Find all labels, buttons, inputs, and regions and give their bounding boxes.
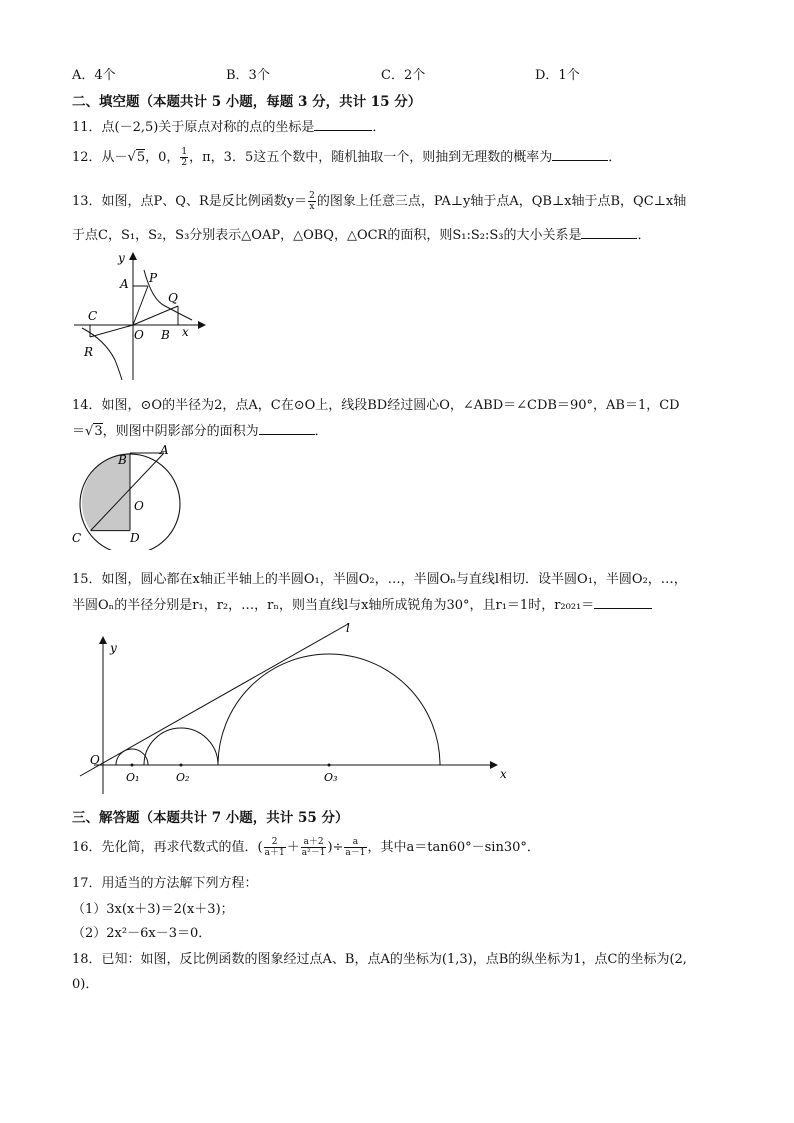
q13-answer-blank[interactable] xyxy=(581,238,637,239)
q16-fraction-3: $\frac{a}{a-1}$ xyxy=(345,837,366,858)
q13-label-q: Q xyxy=(168,291,178,305)
q13-or xyxy=(90,325,133,337)
q15-label-o2: O₂ xyxy=(176,771,190,784)
q16-fraction-2: $\frac{a+2}{\text{a²－1}}$ xyxy=(301,837,326,858)
q10-option-a: A．4个 xyxy=(72,68,116,83)
q14-label-o: O xyxy=(134,499,144,513)
q12-answer-blank[interactable] xyxy=(552,160,608,161)
q12-sep: ，0， xyxy=(145,150,180,165)
question-17-title: 17．用适当的方法解下列方程： xyxy=(72,876,258,891)
q15-label-x: x xyxy=(500,767,507,781)
q15-label-l: l xyxy=(346,621,350,635)
q15-center-2 xyxy=(180,764,183,767)
q15-label-o1: O₁ xyxy=(126,771,140,784)
q14-label-d: D xyxy=(130,531,140,545)
question-14-line-2: ＝√3，则图中阴影部分的面积为 ． xyxy=(72,424,328,439)
question-17-part-1: （1）3x(x＋3)＝2(x＋3)； xyxy=(72,902,234,917)
q14-answer-blank[interactable] xyxy=(259,434,315,435)
q11-text: 11．点(－2,5)关于原点对称的点的坐标是 xyxy=(72,120,315,135)
q10-option-d: D．1个 xyxy=(535,68,580,83)
q15-figure xyxy=(76,618,526,796)
question-12 xyxy=(72,146,621,168)
q12-text: ，π，3．5这五个数中，随机抽取一个，则抽到无理数的概率为 xyxy=(189,150,553,165)
section-2-title: 二、填空题（本题共计 5 小题，每题 3 分，共计 15 分） xyxy=(72,94,422,110)
q10-option-c: C．2个 xyxy=(381,68,426,83)
q12-num: 12．从 xyxy=(72,150,115,165)
question-13-line-1: 13．如图，点P、Q、R是反比例函数y＝ $\frac{2}{x}$ 的图象上任意三点，PA⊥y轴于点A，QB⊥x轴于点B，QC⊥x轴 xyxy=(72,191,687,212)
q13-label-r: R xyxy=(84,345,94,359)
q11-answer-blank[interactable] xyxy=(314,130,372,131)
q10-option-b: B．3个 xyxy=(226,68,270,83)
question-18-line-1: 18．已知：如图，反比例函数的图象经过点A、B，点A的坐标为(1,3)，点B的纵坐标为1，点C的坐标为(2, xyxy=(72,952,687,967)
q15-center-3 xyxy=(328,764,331,767)
q16-fraction-1: $\frac{2}{a+1}$ xyxy=(264,837,285,858)
q15-semicircle-3 xyxy=(218,654,440,765)
q13-oq xyxy=(133,306,178,325)
question-14-line-1: 14．如图，⊙O的半径为2，点A，C在⊙O上，线段BD经过圆心O，∠ABD＝∠CDB＝90°，AB＝1，CD xyxy=(72,398,680,413)
question-15-line-1: 15．如图，圆心都在x轴正半轴上的半圆O₁，半圆O₂，…，半圆Oₙ与直线l相切．设半圆O₁，半圆O₂，…， xyxy=(72,572,687,587)
q15-label-o3: O₃ xyxy=(324,771,338,784)
section-3-title: 三、解答题（本题共计 7 小题，共计 55 分） xyxy=(72,810,349,826)
q14-sqrt3: √3 xyxy=(85,424,103,439)
q13-label-x: x xyxy=(182,325,189,339)
q13-figure xyxy=(70,248,210,383)
question-18-line-2: 0)． xyxy=(72,977,99,992)
q15-center-1 xyxy=(131,764,134,767)
q14-label-b: B xyxy=(118,453,127,467)
q11-period: ． xyxy=(372,120,386,135)
q13-fraction: $\frac{2}{x}$ xyxy=(309,191,315,212)
q13-label-b: B xyxy=(161,328,170,342)
q13-label-y: y xyxy=(118,251,125,265)
q12-fraction: $\frac{1}{2}$ xyxy=(181,147,188,168)
question-11 xyxy=(72,116,385,135)
q13-label-o: O xyxy=(134,328,144,342)
q12-minus-sqrt5: －√5 xyxy=(114,150,146,165)
q15-line-l xyxy=(80,624,348,776)
q14-figure xyxy=(68,442,198,550)
q13-label-a: A xyxy=(120,277,129,291)
question-13-line-2: 于点C，S₁，S₂，S₃分别表示△OAP，△OBQ，△OCR的面积，则S₁:S₂:S₃的大小关系是 ． xyxy=(72,228,651,243)
q13-label-c: C xyxy=(88,309,98,323)
q14-label-a: A xyxy=(160,443,169,457)
q15-semicircle-1 xyxy=(116,749,148,765)
q12-period: ． xyxy=(608,150,622,165)
q15-answer-blank[interactable] xyxy=(594,608,652,609)
q14-label-c: C xyxy=(72,531,82,545)
q13-label-p: P xyxy=(149,271,158,285)
question-16: 16．先化简，再求代数式的值．( $\frac{2}{a+1}$ ＋ $\frac{a+2}{\text{a²－1}}$ )÷ $\frac{a}{a-1}$ ，其中a＝tan60°－sin30°． xyxy=(72,837,540,858)
q15-label-y: y xyxy=(110,641,117,655)
question-17-part-2: （2）2x²－6x－3＝0． xyxy=(72,926,212,941)
question-15-line-2: 半圆Oₙ的半径分别是r₁，r₂，…，rₙ，则当直线l与x轴所成锐角为30°，且r₁＝1时，r₂₀₂₁＝ xyxy=(72,594,652,613)
q15-label-o: O xyxy=(90,753,100,767)
